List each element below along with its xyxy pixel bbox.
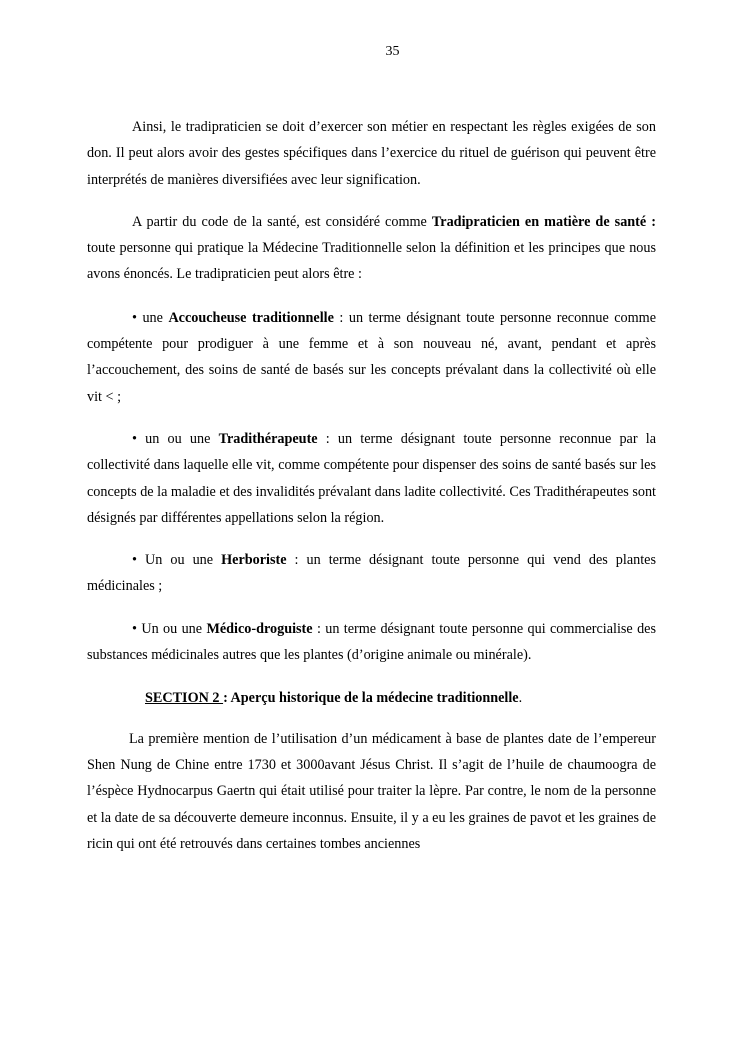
definition-text: : un terme désignant toute personne qui vend des plantes médicinales ;: [87, 552, 656, 595]
list-item-medico-droguiste: [87, 616, 656, 669]
section-heading: [87, 685, 656, 711]
term-herboriste: Herboriste: [221, 552, 287, 569]
definition-text: : un terme désignant toute personne reconnue comme compétente pour prodiguer à une femme et à son nouveau né, avant, pendant et après l’accouchement, des soins de santé de basés sur les concepts prévalant dans la collectivité où elle vit < ;: [87, 309, 656, 405]
term-accoucheuse: Accoucheuse traditionnelle: [168, 309, 334, 326]
term-tradtherapeute: Tradithérapeute: [218, 430, 318, 447]
definition-text: : un terme désignant toute personne reconnue par la collectivité dans laquelle elle vit, comme compétente pour dispenser des soins de santé basés sur les concepts de la maladie et des invalidités prévalant dans ladite collectivité. Ces Tradithérapeutes sont désignés par différentes appellations selon la région.: [87, 430, 656, 526]
list-item-herboriste: [87, 547, 656, 600]
list-item-tradtherapeute: [87, 426, 656, 531]
paragraph-history: La première mention de l’utilisation d’un médicament à base de plantes date de l’empereur Shen Nung de Chine entre 1730 et 3000avant Jésus Christ. Il s’agit de l’huile de chaumoogra de l’éspèce Hydnocarpus Gaertn qui était utilisé pour traiter la lèpre. Par contre, le nom de la personne et la date de sa découverte demeure inconnus. Ensuite, il y a eu les graines de pavot et les graines de ricin qui ont été retrouvés dans certaines tombes anciennes: [87, 730, 656, 852]
bullet-text: • Un ou une: [132, 620, 207, 637]
list-item-accoucheuse: [87, 305, 656, 410]
bullet-text: • Un ou une: [132, 552, 222, 569]
definition-rest-text: toute personne qui pratique la Médecine Traditionnelle selon la définition et les principes que nous avons énoncés. Le tradipraticien peut alors être :: [87, 240, 656, 283]
section-title-period: .: [518, 690, 523, 707]
page-number: 35: [385, 44, 400, 59]
document-body: [87, 114, 656, 857]
section-number: SECTION 2: [145, 690, 224, 707]
bullet-text: • un ou une: [132, 430, 219, 447]
term-medico-droguiste: Médico-droguiste: [206, 620, 313, 637]
definition-text: : un terme désignant toute personne qui commercialise des substances médicinales autres que les plantes (d’origine animale ou minérale).: [87, 620, 656, 664]
definition-intro-text: A partir du code de la santé, est considéré comme: [132, 213, 432, 230]
section-title: : Aperçu historique de la médecine traditionnelle: [223, 690, 519, 707]
paragraph-tradipraticien-role: Ainsi, le tradipraticien se doit d’exercer son métier en respectant les règles exigées de son don. Il peut alors avoir des gestes spécifiques dans l’exercice du rituel de guérison qui peuvent être interprétés de manières diversifiées avec leur signification.: [87, 119, 656, 188]
paragraph-definition-intro: [87, 209, 656, 288]
bullet-text: • une: [132, 309, 169, 326]
definition-term: Tradipraticien en matière de santé :: [431, 213, 656, 230]
